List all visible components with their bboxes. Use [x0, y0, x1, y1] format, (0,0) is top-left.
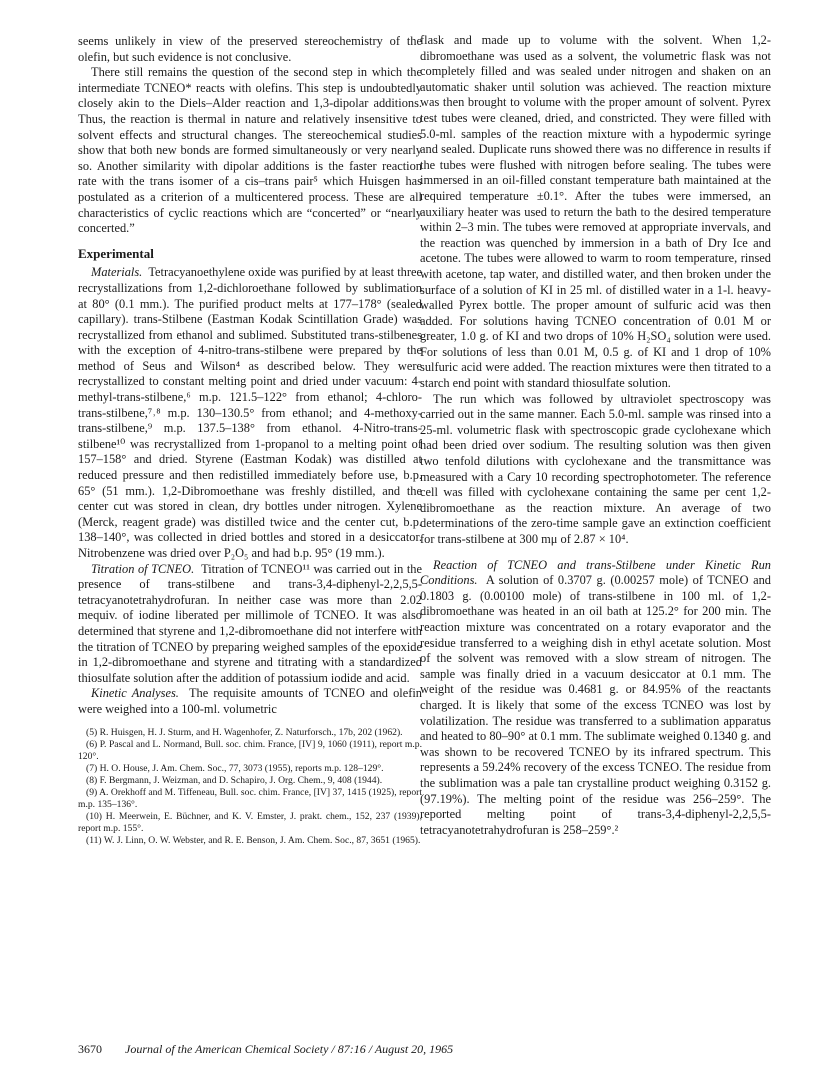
paragraph-second-step: There still remains the question of the second step in which the intermediate TCNEO* reacts with olefins. This step is undoubtedly closely akin to the Diels–Alder reaction and 1,3-dipolar additions. Thus, the reaction is thermal in nature and relatively insensitive to solvent effects and structural changes. The stereochemical studies show that both new bonds are formed simultaneously or very nearly so. Another similarity with dipolar additions is the faster reaction rate with the trans isomer of a cis–trans pair⁵ which Huisgen has postulated as a criterion of a multicentered process. These are all characteristics of cyclic reactions which are “concerted” or “nearly concerted.”: [78, 65, 422, 236]
paragraph-reaction: [420, 558, 771, 839]
journal-citation: Journal of the American Chemical Society / 87:16 / August 20, 1965: [125, 1042, 454, 1056]
page-footer: [78, 1042, 778, 1057]
footnote: (8) F. Bergmann, J. Weizman, and D. Schapiro, J. Org. Chem., 9, 408 (1944).: [86, 774, 383, 786]
page-number: 3670: [78, 1042, 102, 1056]
paragraph-titration: [78, 562, 422, 687]
right-column: [420, 33, 771, 838]
footnote: (7) H. O. House, J. Am. Chem. Soc., 77, 3073 (1955), reports m.p. 128–129°.: [86, 762, 384, 774]
footnotes: [78, 727, 422, 847]
footnote: (6) P. Pascal and L. Normand, Bull. soc. chim. France, [IV] 9, 1060 (1911), report m.p. 120°.: [78, 738, 422, 762]
paragraph-kinetic: [78, 686, 422, 717]
materials-text: Tetracyanoethylene oxide was purified by at least three recrystallizations from 1,2-dichloroethane followed by sublimation at 80° (0.1 mm.). The purified product melts at 177–178° (sealed capillary). trans-Stilbene (Eastman Kodak Scintillation Grade) was recrystallized from ethanol and sublimed. Substituted trans-stilbenes with the exception of 4-nitro-trans-stilbene were prepared by the method of Seus and Wilson⁴ as described below. They were recrystallized to constant melting point and dried under vacuum: 4-methyl-trans-stilbene,⁶ m.p. 121.5–122° from ethanol; 4-chloro-trans-stilbene,⁷˒⁸ m.p. 130–130.5° from ethanol; and 4-methoxy-trans-stilbene,⁹ m.p. 137.5–138° from ethanol. 4-Nitro-trans-stilbene¹⁰ was recrystallized from 1-propanol to a melting point of 157–158° and dried. Styrene (Eastman Kodak) was distilled at reduced pressure and then redistilled immediately before use, b.p. 65° (51 mm.). 1,2-Dibromoethane was freshly distilled, and the center cut was stored in clean, dry bottles under nitrogen. Xylene (Merck, reagent grade) was distilled twice and the center cut, b.p. 138–140°, was collected in dried bottles and stored in a desiccator. Nitrobenzene was dried over P₂O₅ and had b.p. 95° (19 mm.).: [78, 265, 422, 560]
kinetic-text: The requisite amounts of TCNEO and olefin were weighed into a 100-ml. volumetric: [78, 686, 422, 716]
footnote: (11) W. J. Linn, O. W. Webster, and R. E. Benson, J. Am. Chem. Soc., 87, 3651 (1965).: [86, 834, 421, 846]
run-in-heading-reaction: Reaction of TCNEO and trans-Stilbene under Kinetic Run Conditions.: [420, 557, 771, 588]
paragraph-kinetic-continued: flask and made up to volume with the solvent. When 1,2-dibromoethane was used as a solvent, the volumetric flask was not completely filled and was sealed under nitrogen and shaken on an automatic shaker until solution was achieved. The reaction mixture was then brought to volume with the proper amount of solvent. Pyrex test tubes were cleaned, dried, and constricted. They were filled with 5.0-ml. samples of the reaction mixture with a hypodermic syringe and sealed. Duplicate runs showed there was no difference in results if the tubes were flushed with nitrogen before sealing. The tubes were immersed in an oil-filled constant temperature bath maintained at the required temperature ±0.1°. After the tubes were immersed, an auxiliary heater was used to return the bath to the desired temperature within 2–3 min. The tubes were removed at appropriate invervals, and the reaction was quenched by immersion in a bath of Dry Ice and acetone. The tubes were allowed to warm to room temperature, rinsed with acetone, tap water, and distilled water, and then broken under the surface of a solution of KI in 25 ml. of distilled water in a 1-l. heavy-walled Pyrex bottle. The proper amount of sulfuric acid was then added. For solutions having TCNEO concentration of 0.01 M or greater, 1.0 g. of KI and two drops of 10% H₂SO₄ solution were used. For solutions of less than 0.01 M, 0.5 g. of KI and 1 drop of 10% sulfuric acid were added. The reaction mixtures were then titrated to a starch end point with standard thiosulfate solution.: [420, 33, 771, 391]
run-in-heading-materials: Materials.: [91, 265, 143, 280]
footnote: (9) A. Orekhoff and M. Tiffeneau, Bull. soc. chim. France, [IV] 37, 1415 (1925), report m.p. 135–136°.: [78, 786, 422, 810]
paragraph-ultraviolet: The run which was followed by ultraviolet spectroscopy was carried out in the same manner. Each 5.0-ml. sample was rinsed into a 25-ml. volumetric flask with spectroscopic grade cyclohexane which had been dried over sodium. The resulting solution was then given two tenfold dilutions with cyclohexane and the transmittance was measured with a Cary 10 recording spectrophotometer. The reference cell was filled with cyclohexane containing the same per cent 1,2-dibromoethane as the reaction mixture. An average of two determinations of the zero-time sample gave an extinction coefficient for trans-stilbene at 300 mμ of 2.87 × 10⁴.: [420, 391, 771, 546]
paragraph-materials: [78, 265, 422, 561]
footnote: (10) H. Meerwein, E. Büchner, and K. V. Emster, J. prakt. chem., 152, 237 (1939), report m.p. 155°.: [78, 810, 422, 834]
titration-text: Titration of TCNEO¹¹ was carried out in the presence of trans-stilbene and trans-3,4-diphenyl-2,2,5,5-tetracyanotetrahydrofuran. In neither case was more than 2.02 mequiv. of iodine liberated per millimole of TCNEO. It was also determined that styrene and 1,2-dibromoethane did not interfere with the titration of TCNEO by preparing weighed samples of the epoxide in 1,2-dibromoethane and styrene and titrating with a standardized thiosulfate solution after the addition of potassium iodide and acid.: [78, 561, 422, 685]
run-in-heading-kinetic: Kinetic Analyses.: [91, 686, 179, 701]
paragraph-continued: seems unlikely in view of the preserved stereochemistry of the olefin, but such evidence is not conclusive.: [78, 34, 422, 64]
run-in-heading-titration: Titration of TCNEO.: [91, 561, 195, 576]
section-heading-experimental: Experimental: [78, 245, 154, 261]
left-column: [78, 34, 422, 847]
reaction-text: A solution of 0.3707 g. (0.00257 mole) of TCNEO and 0.1803 g. (0.00100 mole) of trans-stilbene in 100 ml. of 1,2-dibromoethane was heated in an oil bath at 125.2° for 200 min. The reaction mixture was concentrated on a rotary evaporator and the residue transferred to a weighing dish in ethyl acetate solution. Most of the solvent was removed with a slow stream of nitrogen. The sample was finally dried in a vacuum desiccator at 0.1 mm. The weight of the residue was 0.4681 g. or 84.95% of the reactants charged. It is likely that some of the excess TCNEO was lost by volatilization. The residue was transferred to a sublimation apparatus and heated to 80–90° at 0.1 mm. The sublimate weighed 0.1340 g. and was shown to be recovered TCNEO by its infrared spectrum. This represents a 59.24% recovery of the excess TCNEO. The residue from the sublimation was a pale tan crystalline product weighing 0.3152 g. (97.19%). The melting point of the residue was 256–259°. The reported melting point of trans-3,4-diphenyl-2,2,5,5-tetracyanotetrahydrofuran is 258–259°.²: [420, 573, 771, 837]
footnote: (5) R. Huisgen, H. J. Sturm, and H. Wagenhofer, Z. Naturforsch., 17b, 202 (1962).: [86, 726, 403, 738]
